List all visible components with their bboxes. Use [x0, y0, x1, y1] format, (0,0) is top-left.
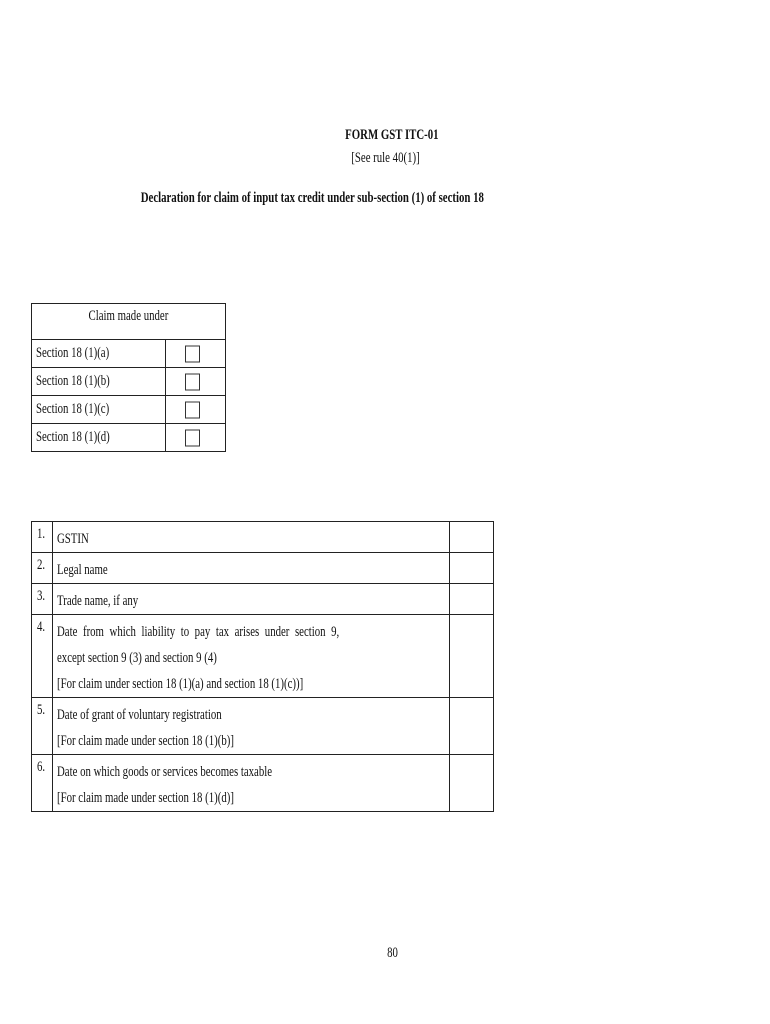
page-number-text: 80 [386, 945, 398, 961]
legal-name-value-field[interactable] [450, 553, 494, 584]
row-description-line: [For claim made under section 18 (1)(b)] [57, 733, 235, 749]
rule-reference-text: [See rule 40(1)] [350, 150, 420, 166]
claim-option-checkbox-cell [165, 396, 225, 424]
row-description-line: [For claim under section 18 (1)(a) and section 18 (1)(c))] [57, 676, 304, 692]
declaration-heading-text: Declaration for claim of input tax credit under sub-section (1) of section 18 [140, 190, 484, 206]
page-number [0, 945, 770, 962]
claim-option-label-text: Section 18 (1)(d) [36, 429, 110, 445]
registration-details-table [31, 521, 494, 812]
liability-date-value-field[interactable] [450, 615, 494, 698]
row-number-text: 3. [37, 588, 46, 604]
table-row [32, 698, 494, 755]
row-number [32, 698, 53, 755]
row-description [53, 698, 450, 755]
section-18-1-d-checkbox[interactable] [185, 429, 200, 446]
row-description [53, 584, 450, 615]
claim-option-row [32, 340, 226, 368]
claim-option-row [32, 424, 226, 452]
rule-reference [0, 150, 770, 167]
row-description-line: Trade name, if any [57, 593, 139, 609]
claim-option-label-text: Section 18 (1)(b) [36, 373, 110, 389]
row-description [53, 755, 450, 812]
form-title [0, 127, 770, 144]
form-title-text: FORM GST ITC-01 [345, 127, 439, 143]
row-number [32, 755, 53, 812]
row-number-text: 4. [37, 619, 46, 635]
table-row [32, 755, 494, 812]
taxable-date-value-field[interactable] [450, 755, 494, 812]
claim-option-row [32, 396, 226, 424]
voluntary-registration-date-value-field[interactable] [450, 698, 494, 755]
row-number-text: 2. [37, 557, 46, 573]
claim-option-label [32, 424, 166, 452]
row-description-line: Legal name [57, 562, 109, 578]
row-description-line: Date from which liability to pay tax arises under section 9, [57, 624, 340, 640]
claim-made-under-table [31, 303, 226, 452]
row-number-text: 5. [37, 702, 46, 718]
row-description-line: [For claim made under section 18 (1)(d)] [57, 790, 235, 806]
claim-option-checkbox-cell [165, 424, 225, 452]
row-number [32, 615, 53, 698]
claim-option-checkbox-cell [165, 368, 225, 396]
row-description-line: except section 9 (3) and section 9 (4) [57, 650, 218, 666]
row-description-line: Date on which goods or services becomes taxable [57, 764, 273, 780]
section-18-1-c-checkbox[interactable] [185, 401, 200, 418]
row-description-line: Date of grant of voluntary registration [57, 707, 223, 723]
table-row [32, 553, 494, 584]
row-number [32, 553, 53, 584]
row-description [53, 615, 450, 698]
table-row [32, 522, 494, 553]
row-number [32, 584, 53, 615]
row-description [53, 553, 450, 584]
section-18-1-b-checkbox[interactable] [185, 373, 200, 390]
claim-table-header [32, 304, 226, 340]
claim-table-header-text: Claim made under [88, 308, 169, 324]
claim-option-label [32, 340, 166, 368]
claim-option-checkbox-cell [165, 340, 225, 368]
row-number-text: 1. [37, 526, 46, 542]
claim-option-row [32, 368, 226, 396]
claim-option-label-text: Section 18 (1)(a) [36, 345, 110, 361]
gstin-value-field[interactable] [450, 522, 494, 553]
row-description-line: GSTIN [57, 531, 90, 547]
trade-name-value-field[interactable] [450, 584, 494, 615]
declaration-heading [0, 190, 624, 207]
claim-option-label-text: Section 18 (1)(c) [36, 401, 110, 417]
row-description [53, 522, 450, 553]
row-number [32, 522, 53, 553]
section-18-1-a-checkbox[interactable] [185, 345, 200, 362]
row-number-text: 6. [37, 759, 46, 775]
claim-option-label [32, 368, 166, 396]
table-row [32, 615, 494, 698]
claim-option-label [32, 396, 166, 424]
table-row [32, 584, 494, 615]
